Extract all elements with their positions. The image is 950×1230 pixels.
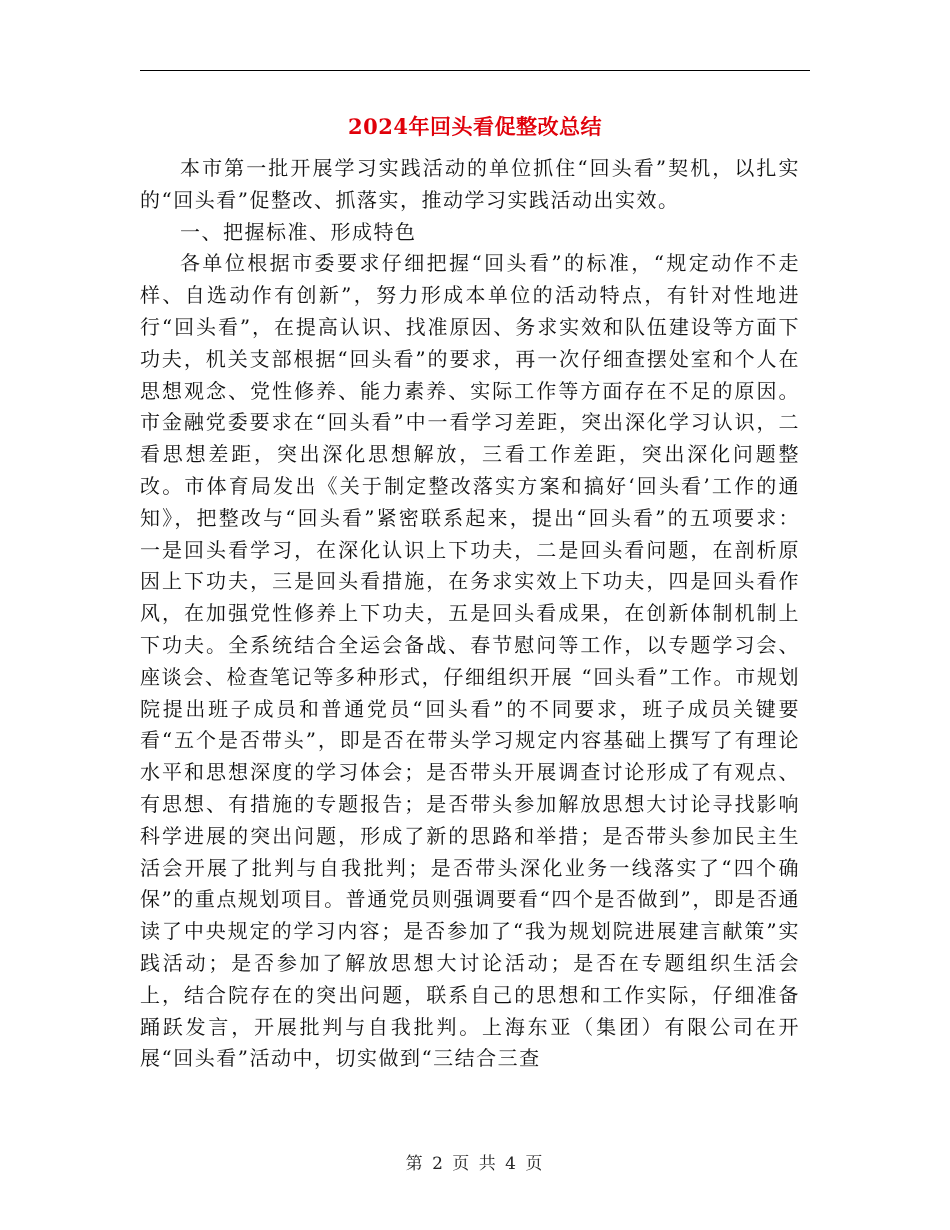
section-heading: 一、把握标准、形成特色 [180, 219, 417, 244]
body-paragraph: 各单位根据市委要求仔细把握“回头看”的标准，“规定动作不走样、自选动作有创新”，努力形成本单位的活动特点，有针对性地进行“回头看”，在提高认识、找准原因、务求实效和队伍建设等方面下功夫，机关支部根据“回头看”的要求，再一次仔细查摆处室和个人在思想观念、党性修养、能力素养、实际工作等方面存在不足的原因。市金融党委要求在“回头看”中一看学习差距，突出深化学习认识，二看思想差距，突出深化思想解放，三看工作差距，突出深化问题整改。市体育局发出《关于制定整改落实方案和搞好‘回头看’工作的通知》，把整改与“回头看”紧密联系起来，提出“回头看”的五项要求：一是回头看学习，在深化认识上下功夫，二是回头看问题，在剖析原因上下功夫，三是回头看措施，在务求实效上下功夫，四是回头看作风，在加强党性修养上下功夫，五是回头看成果，在创新体制机制上下功夫。全系统结合全运会备战、春节慰问等工作，以专题学习会、座谈会、检查笔记等多种形式，仔细组织开展 “回头看”工作。市规划院提出班子成员和普通党员“回头看”的不同要求，班子成员关键要看“五个是否带头”，即是否在带头学习规定内容基础上撰写了有理论水平和思想深度的学习体会；是否带头开展调查讨论形成了有观点、有思想、有措施的专题报告；是否带头参加解放思想大讨论寻找影响科学进展的突出问题，形成了新的思路和举措；是否带头参加民主生活会开展了批判与自我批判；是否带头深化业务一线落实了“四个确保”的重点规划项目。普通党员则强调要看“四个是否做到”，即是否通读了中央规定的学习内容；是否参加了“我为规划院进展建言献策”实践活动；是否参加了解放思想大讨论活动；是否在专题组织生活会上，结合院存在的突出问题，联系自己的思想和工作实际，仔细准备踊跃发言，开展批判与自我批判。上海东亚（集团）有限公司在开展“回头看”活动中，切实做到“三结合三查 [140, 251, 800, 1071]
header-rule [140, 70, 810, 71]
document-body [140, 153, 800, 1075]
intro-paragraph: 本市第一批开展学习实践活动的单位抓住“回头看”契机，以扎实的“回头看”促整改、抓落实，推动学习实践活动出实效。 [140, 156, 800, 212]
page-number: 第 2 页 共 4 页 [405, 1154, 545, 1174]
document-title: 2024年回头看促整改总结 [348, 114, 602, 139]
